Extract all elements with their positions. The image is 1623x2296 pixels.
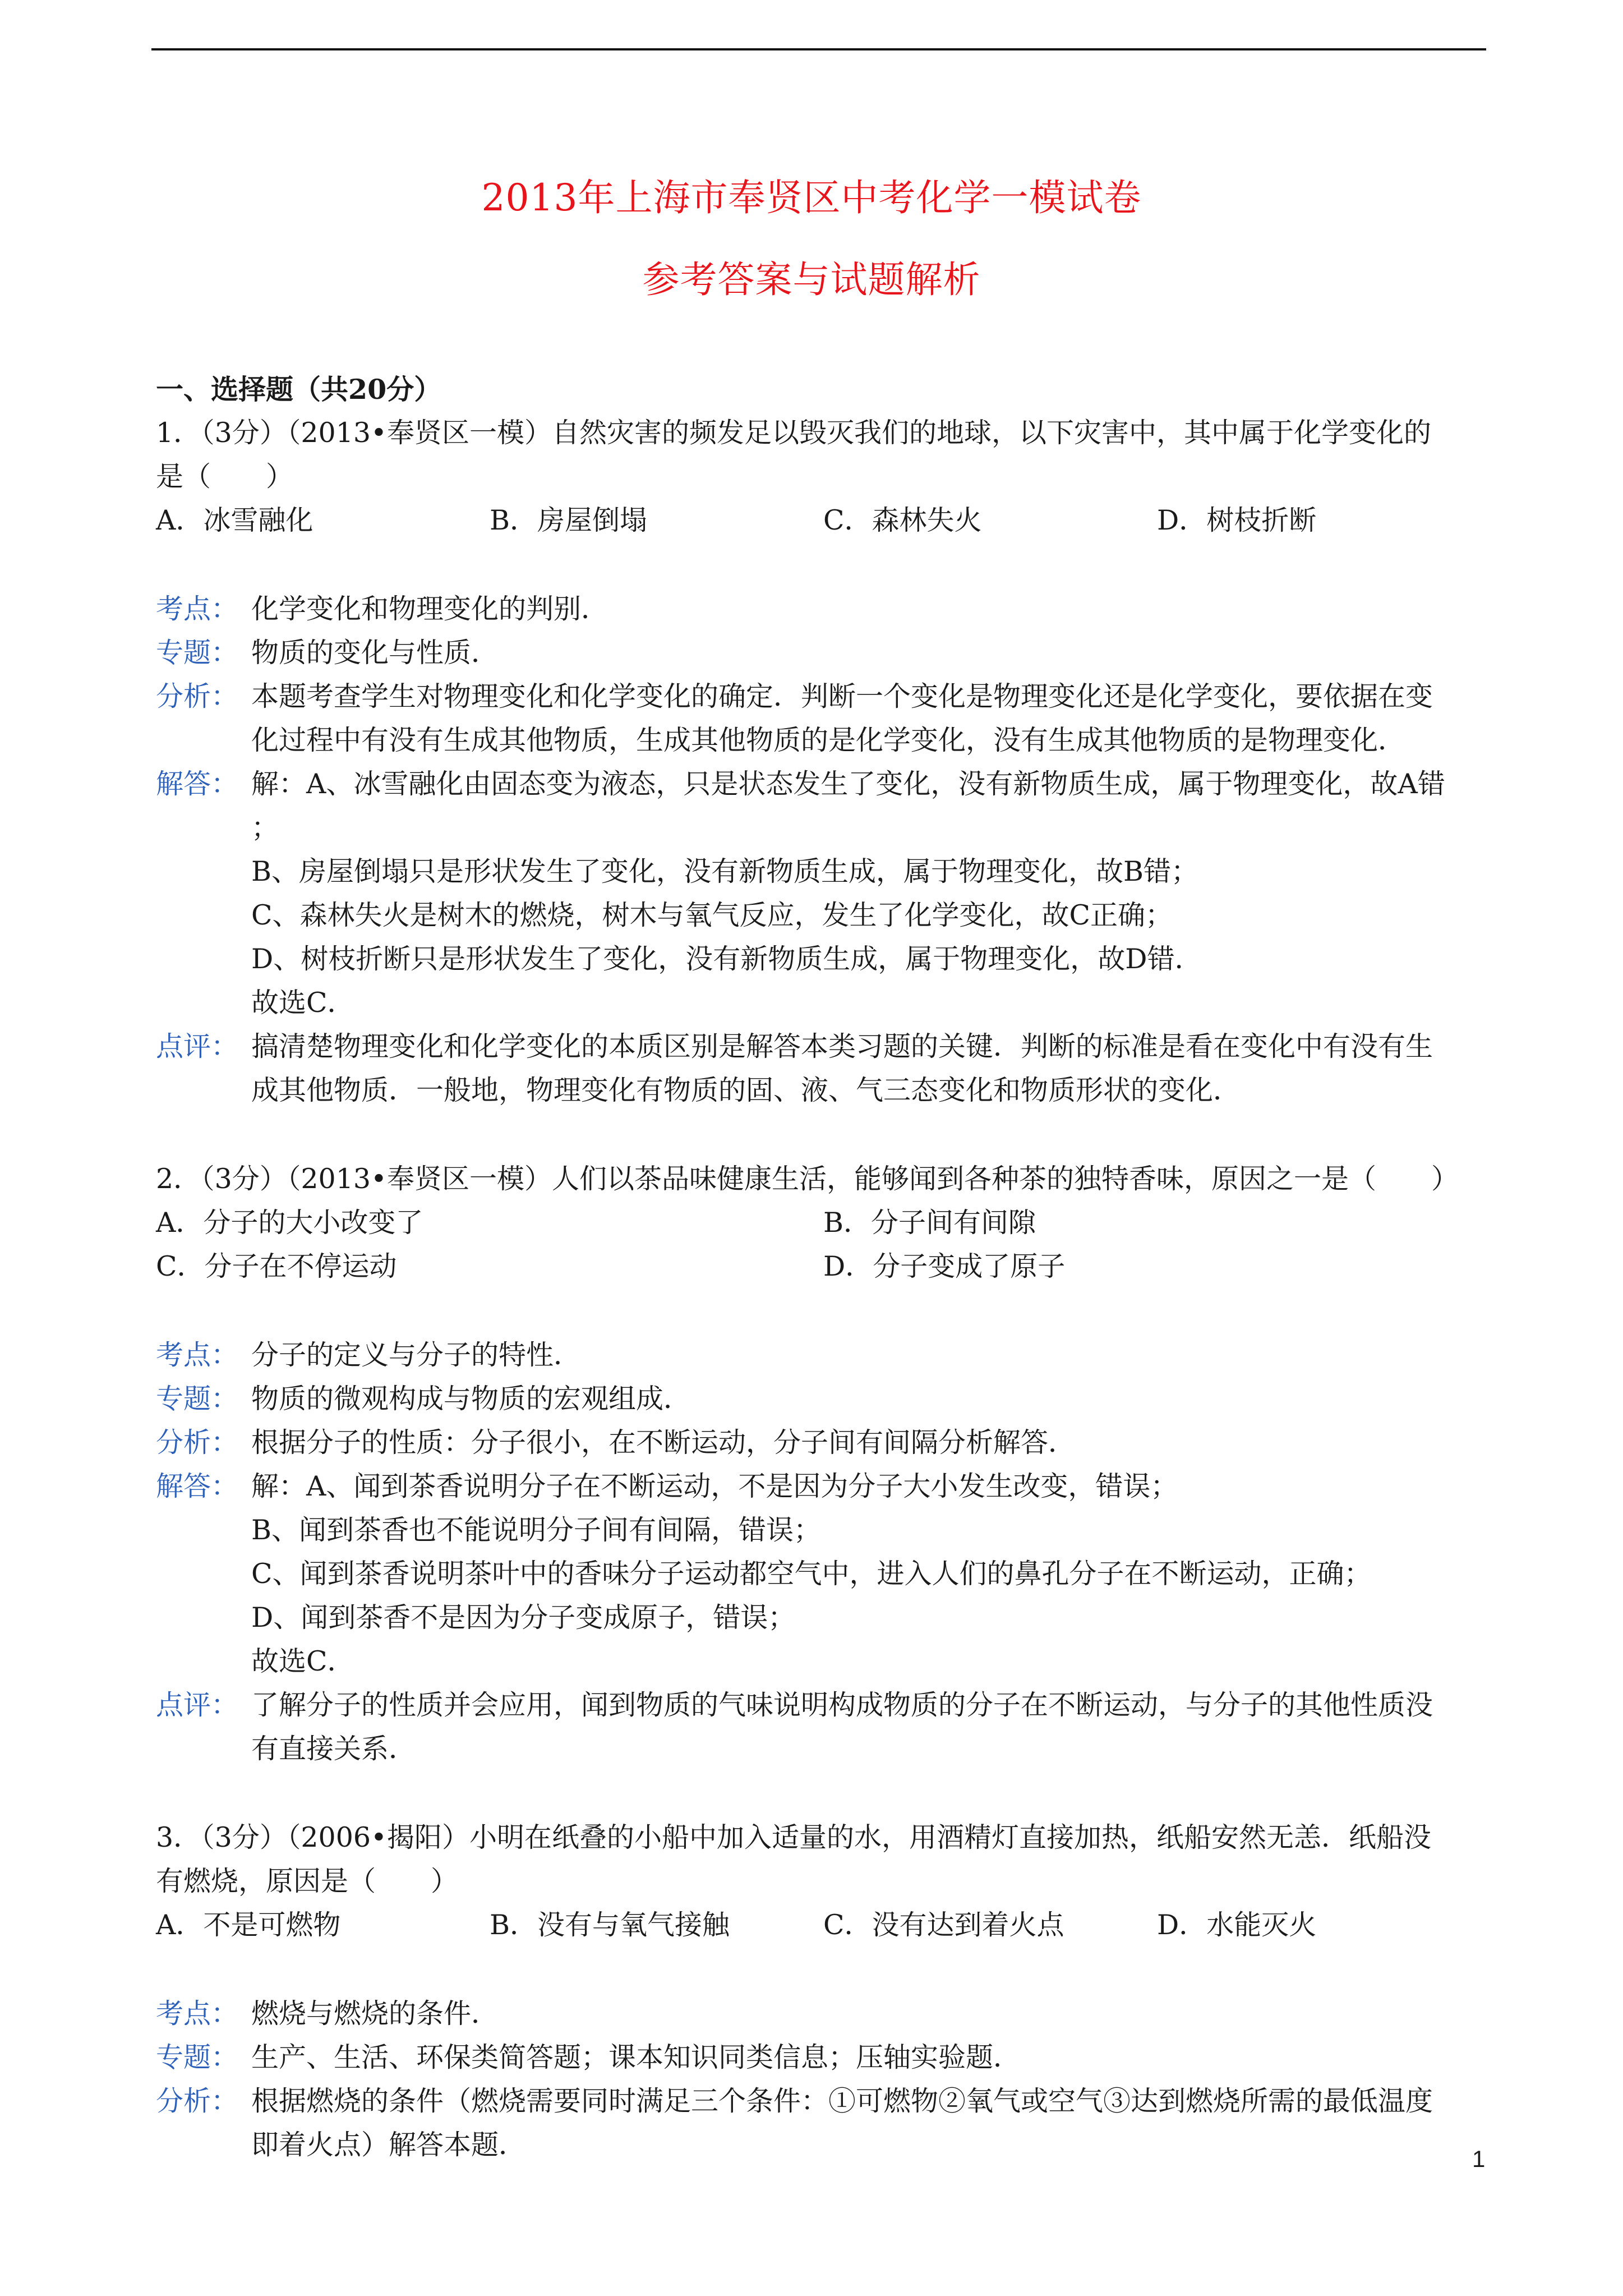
dianping-text: 了解分子的性质并会应用，闻到物质的气味说明构成物质的分子在不断运动，与分子的其他性质没 bbox=[251, 1689, 1433, 1721]
option-a: A．不是可燃物 bbox=[156, 1909, 341, 1941]
kaodian-label: 考点： bbox=[156, 1998, 239, 2030]
option-b: B．分子间有间隙 bbox=[823, 1207, 1036, 1239]
dianping-text: 成其他物质．一般地，物理变化有物质的固、液、气三态变化和物质形状的变化． bbox=[251, 1074, 1241, 1106]
jieda-text: B、房屋倒塌只是形状发生了变化，没有新物质生成，属于物理变化，故B错； bbox=[251, 855, 1199, 887]
fenxi-label: 分析： bbox=[156, 2085, 239, 2117]
zhuanti-text: 生产、生活、环保类简答题；课本知识同类信息；压轴实验题． bbox=[251, 2041, 1021, 2073]
zhuanti-label: 专题： bbox=[156, 2041, 239, 2073]
fenxi-row bbox=[156, 675, 1491, 719]
dianping-label: 点评： bbox=[156, 1689, 239, 1721]
option-c: C．森林失火 bbox=[823, 504, 982, 536]
question-stem: 有燃烧，原因是（ ） bbox=[156, 1865, 459, 1897]
dianping-row bbox=[156, 1025, 1491, 1069]
dianping-label: 点评： bbox=[156, 1030, 239, 1062]
fenxi-label: 分析： bbox=[156, 680, 239, 712]
kaodian-text: 化学变化和物理变化的判别． bbox=[251, 593, 609, 625]
question-stem: 2．（3分）（2013•奉贤区一模）人们以茶品味健康生活，能够闻到各种茶的独特香味，原因之一是（ ） bbox=[156, 1163, 1459, 1195]
jieda-label: 解答： bbox=[156, 768, 239, 800]
jieda-text: B、闻到茶香也不能说明分子间有间隔，错误； bbox=[251, 1514, 822, 1546]
question-2 bbox=[156, 1157, 1491, 1771]
options-row bbox=[156, 1201, 1491, 1245]
jieda-text: D、闻到茶香不是因为分子变成原子，错误； bbox=[251, 1602, 796, 1634]
zhuanti-row bbox=[156, 1377, 1491, 1421]
jieda-text: 解：A、冰雪融化由固态变为液态，只是状态发生了变化，没有新物质生成，属于物理变化，故A错 bbox=[251, 768, 1445, 800]
jieda-text: 故选C． bbox=[251, 987, 355, 1019]
kaodian-row bbox=[156, 1992, 1491, 2036]
options-row bbox=[156, 1245, 1491, 1289]
option-c: C．分子在不停运动 bbox=[156, 1250, 397, 1282]
fenxi-text: 本题考查学生对物理变化和化学变化的确定．判断一个变化是物理变化还是化学变化，要依据在变 bbox=[251, 680, 1433, 712]
question-3 bbox=[156, 1816, 1491, 2167]
zhuanti-row bbox=[156, 2036, 1491, 2079]
jieda-label: 解答： bbox=[156, 1470, 239, 1502]
page-title: 2013年上海市奉贤区中考化学一模试卷 bbox=[481, 176, 1142, 219]
option-a: A．分子的大小改变了 bbox=[156, 1207, 423, 1239]
kaodian-label: 考点： bbox=[156, 1339, 239, 1371]
kaodian-text: 分子的定义与分子的特性． bbox=[251, 1339, 582, 1371]
fenxi-text: 根据分子的性质：分子很小，在不断运动，分子间有间隔分析解答． bbox=[251, 1427, 1076, 1458]
option-b: B．没有与氧气接触 bbox=[490, 1909, 730, 1941]
fenxi-row bbox=[156, 1421, 1491, 1465]
zhuanti-label: 专题： bbox=[156, 1383, 239, 1415]
dianping-text: 搞清楚物理变化和化学变化的本质区别是解答本类习题的关键．判断的标准是看在变化中有没有生 bbox=[251, 1030, 1433, 1062]
kaodian-row bbox=[156, 1333, 1491, 1377]
option-c: C．没有达到着火点 bbox=[823, 1909, 1064, 1941]
fenxi-text: 根据燃烧的条件（燃烧需要同时满足三个条件：①可燃物②氧气或空气③达到燃烧所需的最低温度 bbox=[251, 2085, 1433, 2117]
zhuanti-text: 物质的变化与性质． bbox=[251, 637, 499, 669]
fenxi-text: 化过程中有没有生成其他物质，生成其他物质的是化学变化，没有生成其他物质的是物理变化． bbox=[251, 724, 1406, 756]
jieda-text: 故选C． bbox=[251, 1645, 355, 1677]
question-stem: 1．（3分）（2013•奉贤区一模）自然灾害的频发足以毁灭我们的地球，以下灾害中，其中属于化学变化的 bbox=[156, 417, 1431, 449]
option-d: D．分子变成了原子 bbox=[823, 1250, 1066, 1282]
zhuanti-row bbox=[156, 631, 1491, 675]
zhuanti-label: 专题： bbox=[156, 637, 239, 669]
dianping-text: 有直接关系． bbox=[251, 1733, 417, 1765]
section-heading: 一、选择题（共20分） bbox=[156, 373, 442, 406]
question-stem: 是（ ） bbox=[156, 461, 294, 493]
header-rule bbox=[151, 48, 1486, 50]
jieda-text: C、闻到茶香说明茶叶中的香味分子运动都空气中，进入人们的鼻孔分子在不断运动，正确； bbox=[251, 1558, 1372, 1590]
options-row bbox=[156, 499, 1491, 542]
jieda-text: 解：A、闻到茶香说明分子在不断运动，不是因为分子大小发生改变，错误； bbox=[251, 1470, 1178, 1502]
option-b: B．房屋倒塌 bbox=[490, 504, 648, 536]
option-a: A．冰雪融化 bbox=[156, 504, 313, 536]
dianping-row bbox=[156, 1683, 1491, 1727]
kaodian-label: 考点： bbox=[156, 593, 239, 625]
jieda-text: D、树枝折断只是形状发生了变化，没有新物质生成，属于物理变化，故D错． bbox=[251, 943, 1202, 975]
fenxi-row bbox=[156, 2079, 1491, 2123]
kaodian-row bbox=[156, 587, 1491, 631]
options-row bbox=[156, 1903, 1491, 1947]
document-body bbox=[156, 367, 1491, 2167]
option-d: D．水能灭火 bbox=[1157, 1909, 1317, 1941]
question-stem: 3．（3分）（2006•揭阳）小明在纸叠的小船中加入适量的水，用酒精灯直接加热，纸船安然无恙．纸船没 bbox=[156, 1821, 1431, 1853]
zhuanti-text: 物质的微观构成与物质的宏观组成． bbox=[251, 1383, 691, 1415]
page-number: 1 bbox=[1472, 2146, 1486, 2172]
question-1 bbox=[156, 411, 1491, 1112]
kaodian-text: 燃烧与燃烧的条件． bbox=[251, 1998, 499, 2030]
fenxi-text: 即着火点）解答本题． bbox=[251, 2129, 527, 2161]
jieda-text: C、森林失火是树木的燃烧，树木与氧气反应，发生了化学变化，故C正确； bbox=[251, 899, 1173, 931]
option-d: D．树枝折断 bbox=[1157, 504, 1317, 536]
jieda-row bbox=[156, 1465, 1491, 1508]
jieda-row bbox=[156, 762, 1491, 806]
jieda-text: ； bbox=[251, 812, 279, 844]
fenxi-label: 分析： bbox=[156, 1427, 239, 1458]
page-subtitle: 参考答案与试题解析 bbox=[642, 258, 981, 301]
